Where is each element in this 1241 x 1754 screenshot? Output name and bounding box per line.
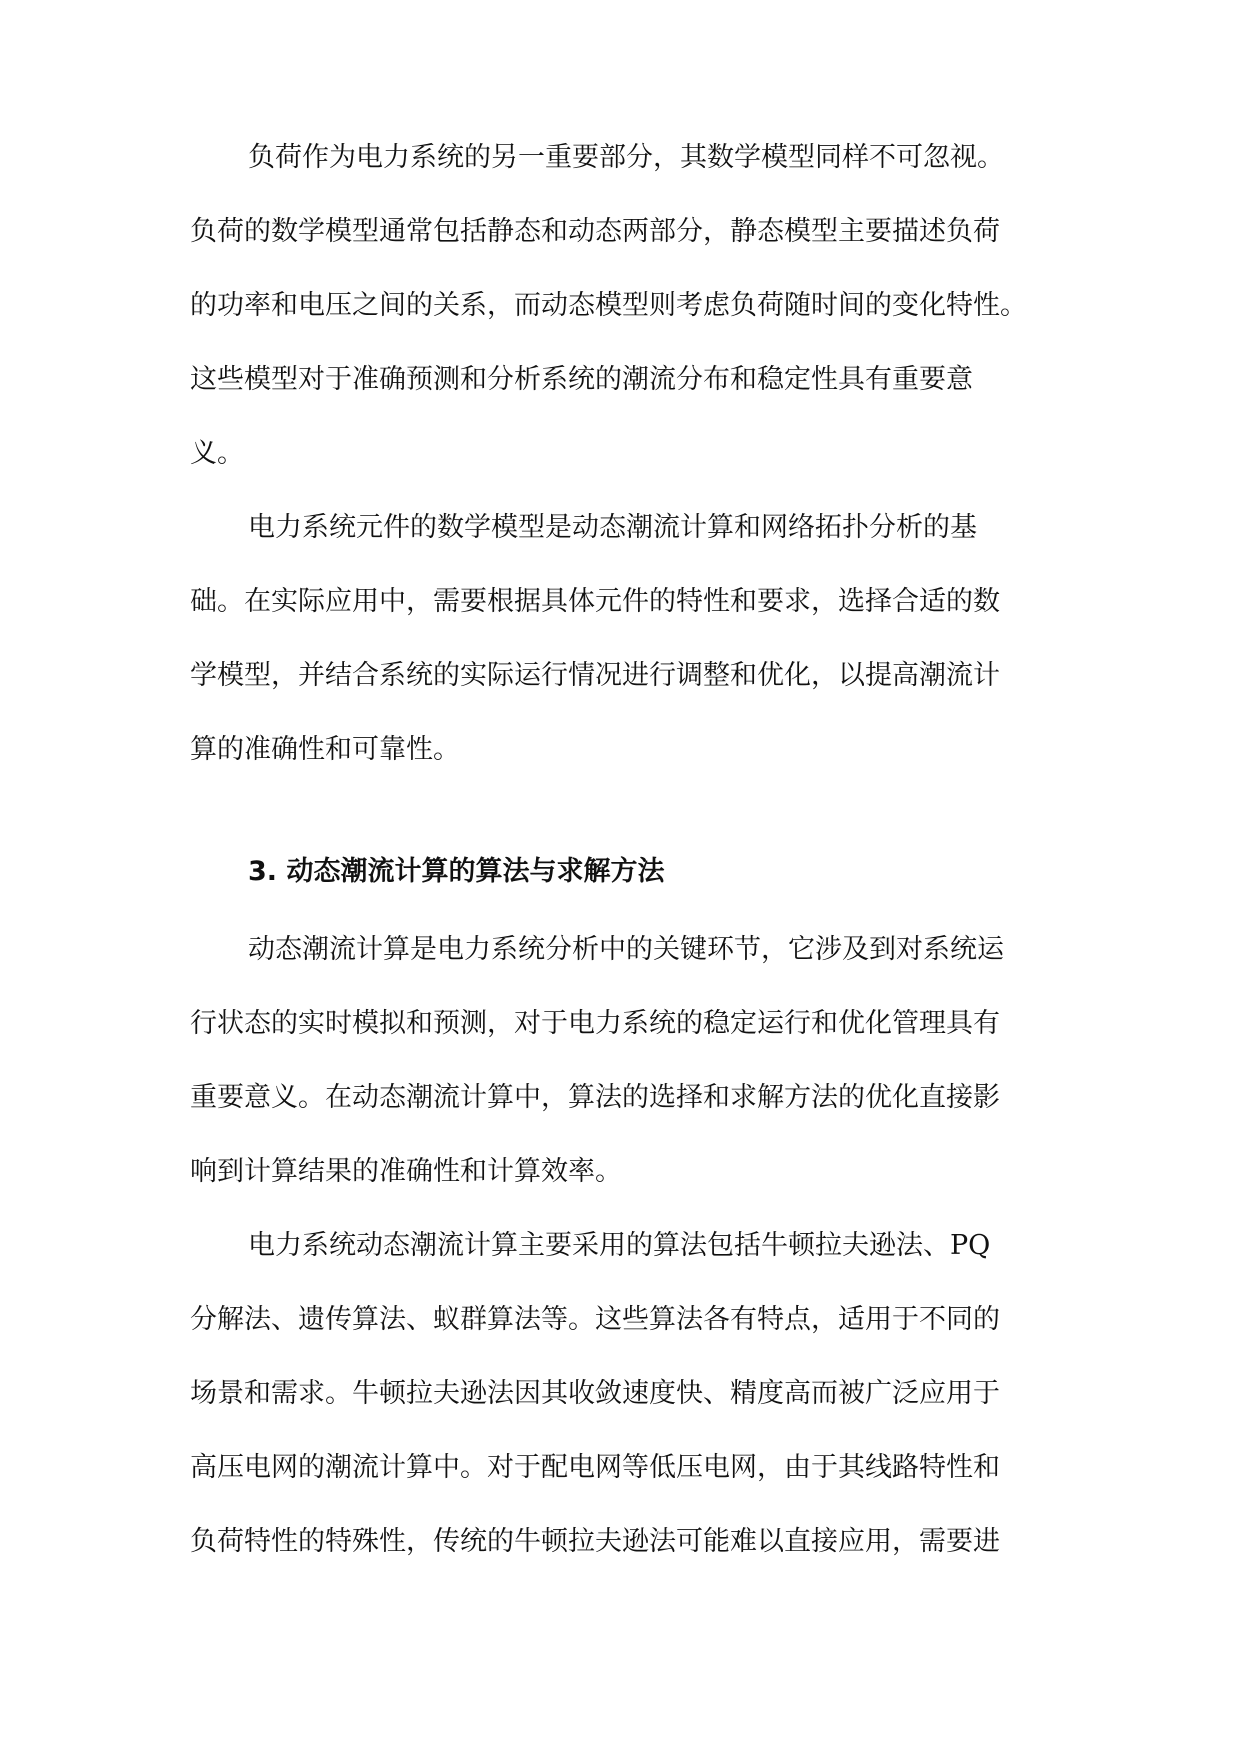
paragraph-2-line-2: 础。在实际应用中，需要根据具体元件的特性和要求，选择合适的数 — [190, 586, 1000, 617]
paragraph-1-line-5: 义。 — [190, 438, 244, 469]
paragraph-2-line-3: 学模型，并结合系统的实际运行情况进行调整和优化，以提高潮流计 — [190, 660, 1000, 691]
paragraph-4-line-1: 电力系统动态潮流计算主要采用的算法包括牛顿拉夫逊法、PQ — [248, 1230, 991, 1261]
paragraph-1-line-3: 的功率和电压之间的关系，而动态模型则考虑负荷随时间的变化特性。 — [190, 290, 1027, 321]
paragraph-4-line-3: 场景和需求。牛顿拉夫逊法因其收敛速度快、精度高而被广泛应用于 — [190, 1378, 1000, 1409]
section-heading: 3. 动态潮流计算的算法与求解方法 — [248, 856, 665, 887]
paragraph-4-line-5: 负荷特性的特殊性，传统的牛顿拉夫逊法可能难以直接应用，需要进 — [190, 1526, 1000, 1557]
paragraph-2-line-1: 电力系统元件的数学模型是动态潮流计算和网络拓扑分析的基 — [248, 512, 977, 543]
paragraph-3-line-4: 响到计算结果的准确性和计算效率。 — [190, 1156, 622, 1187]
paragraph-1-line-2: 负荷的数学模型通常包括静态和动态两部分，静态模型主要描述负荷 — [190, 216, 1000, 247]
paragraph-1-line-1: 负荷作为电力系统的另一重要部分，其数学模型同样不可忽视。 — [248, 142, 1004, 173]
paragraph-3-line-1: 动态潮流计算是电力系统分析中的关键环节，它涉及到对系统运 — [248, 934, 1004, 965]
paragraph-4-line-4: 高压电网的潮流计算中。对于配电网等低压电网，由于其线路特性和 — [190, 1452, 1000, 1483]
paragraph-3-line-2: 行状态的实时模拟和预测，对于电力系统的稳定运行和优化管理具有 — [190, 1008, 1000, 1039]
paragraph-2-line-4: 算的准确性和可靠性。 — [190, 734, 460, 765]
paragraph-1-line-4: 这些模型对于准确预测和分析系统的潮流分布和稳定性具有重要意 — [190, 364, 973, 395]
paragraph-3-line-3: 重要意义。在动态潮流计算中，算法的选择和求解方法的优化直接影 — [190, 1082, 1000, 1113]
paragraph-4-line-2: 分解法、遗传算法、蚁群算法等。这些算法各有特点，适用于不同的 — [190, 1304, 1000, 1335]
